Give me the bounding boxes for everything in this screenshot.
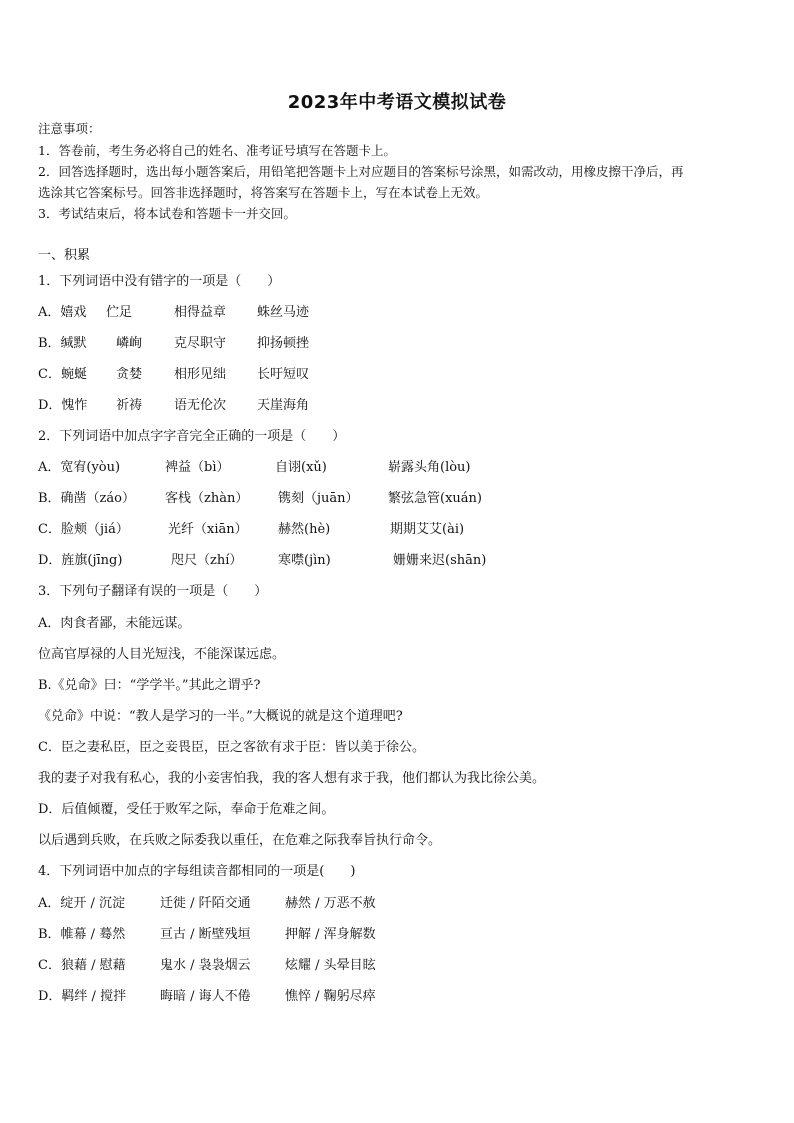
q3-option-b-translation: 《兑命》中说：“教人是学习的一半。”大概说的就是这个道理吧? [38, 709, 403, 724]
option-word: 憔悴 / 鞠躬尽瘁 [285, 989, 376, 1004]
option-word: A．嬉戏 [38, 305, 87, 320]
q3-option-b: B.《兑命》曰：“学学半。”其此之谓乎? [38, 678, 261, 693]
option-word: C．狼藉 / 慰藉 [38, 958, 126, 973]
option-word: 繁弦急管(xuán) [388, 491, 482, 506]
q3-option-c-translation: 我的妻子对我有私心，我的小妾害怕我，我的客人想有求于我，他们都认为我比徐公美。 [38, 771, 546, 786]
notice-item-1: 1．答卷前，考生务必将自己的姓名、准考证号填写在答题卡上。 [38, 143, 396, 158]
option-word: 亘古 / 断壁残垣 [160, 927, 251, 942]
q3-option-d-translation: 以后遇到兵败，在兵败之际委我以重任，在危难之际我奉旨执行命令。 [38, 833, 442, 848]
question-1-stem: 1．下列词语中没有错字的一项是（ ） [38, 274, 281, 289]
option-word: C．脸颊（jiá） [38, 522, 129, 537]
option-word: 咫尺（zhí） [171, 553, 243, 568]
notice-item-2-cont: 选涂其它答案标号。回答非选择题时，将答案写在答题卡上，写在本试卷上无效。 [38, 185, 489, 200]
notice-item-2: 2．回答选择题时，选出每小题答案后，用铅笔把答题卡上对应题目的答案标号涂黑，如需改动，用橡皮擦干净后，再 [38, 164, 684, 179]
option-word: C．蜿蜒 [38, 367, 87, 382]
option-word: 相形见绌 [174, 367, 227, 382]
option-word: 崭露头角(lòu) [388, 460, 471, 475]
option-word: 语无伦次 [174, 398, 227, 413]
option-word: A．宽宥(yòu) [38, 460, 121, 475]
option-word: 嶙峋 [116, 336, 143, 351]
page-title: 2023年中考语文模拟试卷 [287, 92, 507, 113]
q3-option-c: C．臣之妻私臣，臣之妾畏臣，臣之客欲有求于臣：皆以美于徐公。 [38, 740, 425, 755]
option-word: 贪婪 [116, 367, 143, 382]
notice-heading: 注意事项： [38, 121, 101, 136]
option-word: 抑扬顿挫 [257, 336, 310, 351]
notice-item-3: 3．考试结束后，将本试卷和答题卡一并交回。 [38, 206, 296, 221]
option-word: D．愧怍 [38, 398, 88, 413]
question-4-stem: 4．下列词语中加点的字每组读音都相同的一项是( ) [38, 864, 356, 879]
option-word: 长吁短叹 [257, 367, 310, 382]
option-word: 寒噤(jìn) [278, 553, 331, 568]
option-word: 蛛丝马迹 [257, 305, 310, 320]
option-word: 赫然(hè) [278, 522, 331, 537]
option-word: D．羁绊 / 搅拌 [38, 989, 127, 1004]
option-word: A．绽开 / 沉淀 [38, 896, 126, 911]
option-word: 光纤（xiān） [168, 522, 248, 537]
option-word: 克尽职守 [174, 336, 227, 351]
option-word: 相得益章 [174, 305, 227, 320]
option-word: 期期艾艾(ài) [390, 522, 465, 537]
option-word: 姗姗来迟(shān) [393, 553, 487, 568]
option-word: D．旌旗(jīng) [38, 553, 123, 568]
option-word: 赫然 / 万恶不赦 [285, 896, 376, 911]
q3-option-a: A．肉食者鄙，未能远谋。 [38, 616, 191, 631]
section-heading: 一、积累 [38, 248, 91, 263]
option-word: 天崖海角 [257, 398, 310, 413]
option-word: 押解 / 浑身解数 [285, 927, 376, 942]
question-3-stem: 3．下列句子翻译有误的一项是（ ） [38, 584, 268, 599]
option-word: B．帷幕 / 蓦然 [38, 927, 126, 942]
option-word: 祈祷 [116, 398, 143, 413]
option-word: 自诩(xǔ) [275, 460, 327, 475]
option-word: 炫耀 / 头晕目眩 [285, 958, 376, 973]
option-word: 伫足 [106, 305, 133, 320]
option-word: 晦暗 / 诲人不倦 [160, 989, 251, 1004]
option-word: 鬼水 / 袅袅烟云 [160, 958, 251, 973]
q3-option-a-translation: 位高官厚禄的人目光短浅，不能深谋远虑。 [38, 647, 286, 662]
option-word: B．确凿（záo） [38, 491, 135, 506]
question-2-stem: 2．下列词语中加点字字音完全正确的一项是（ ） [38, 429, 346, 444]
option-word: 裨益（bì） [165, 460, 230, 475]
q3-option-d: D．后值倾覆，受任于败军之际，奉命于危难之间。 [38, 802, 335, 817]
option-word: B．缄默 [38, 336, 87, 351]
option-word: 迁徙 / 阡陌交通 [160, 896, 251, 911]
option-word: 镌刻（juān） [278, 491, 359, 506]
option-word: 客栈（zhàn） [165, 491, 249, 506]
